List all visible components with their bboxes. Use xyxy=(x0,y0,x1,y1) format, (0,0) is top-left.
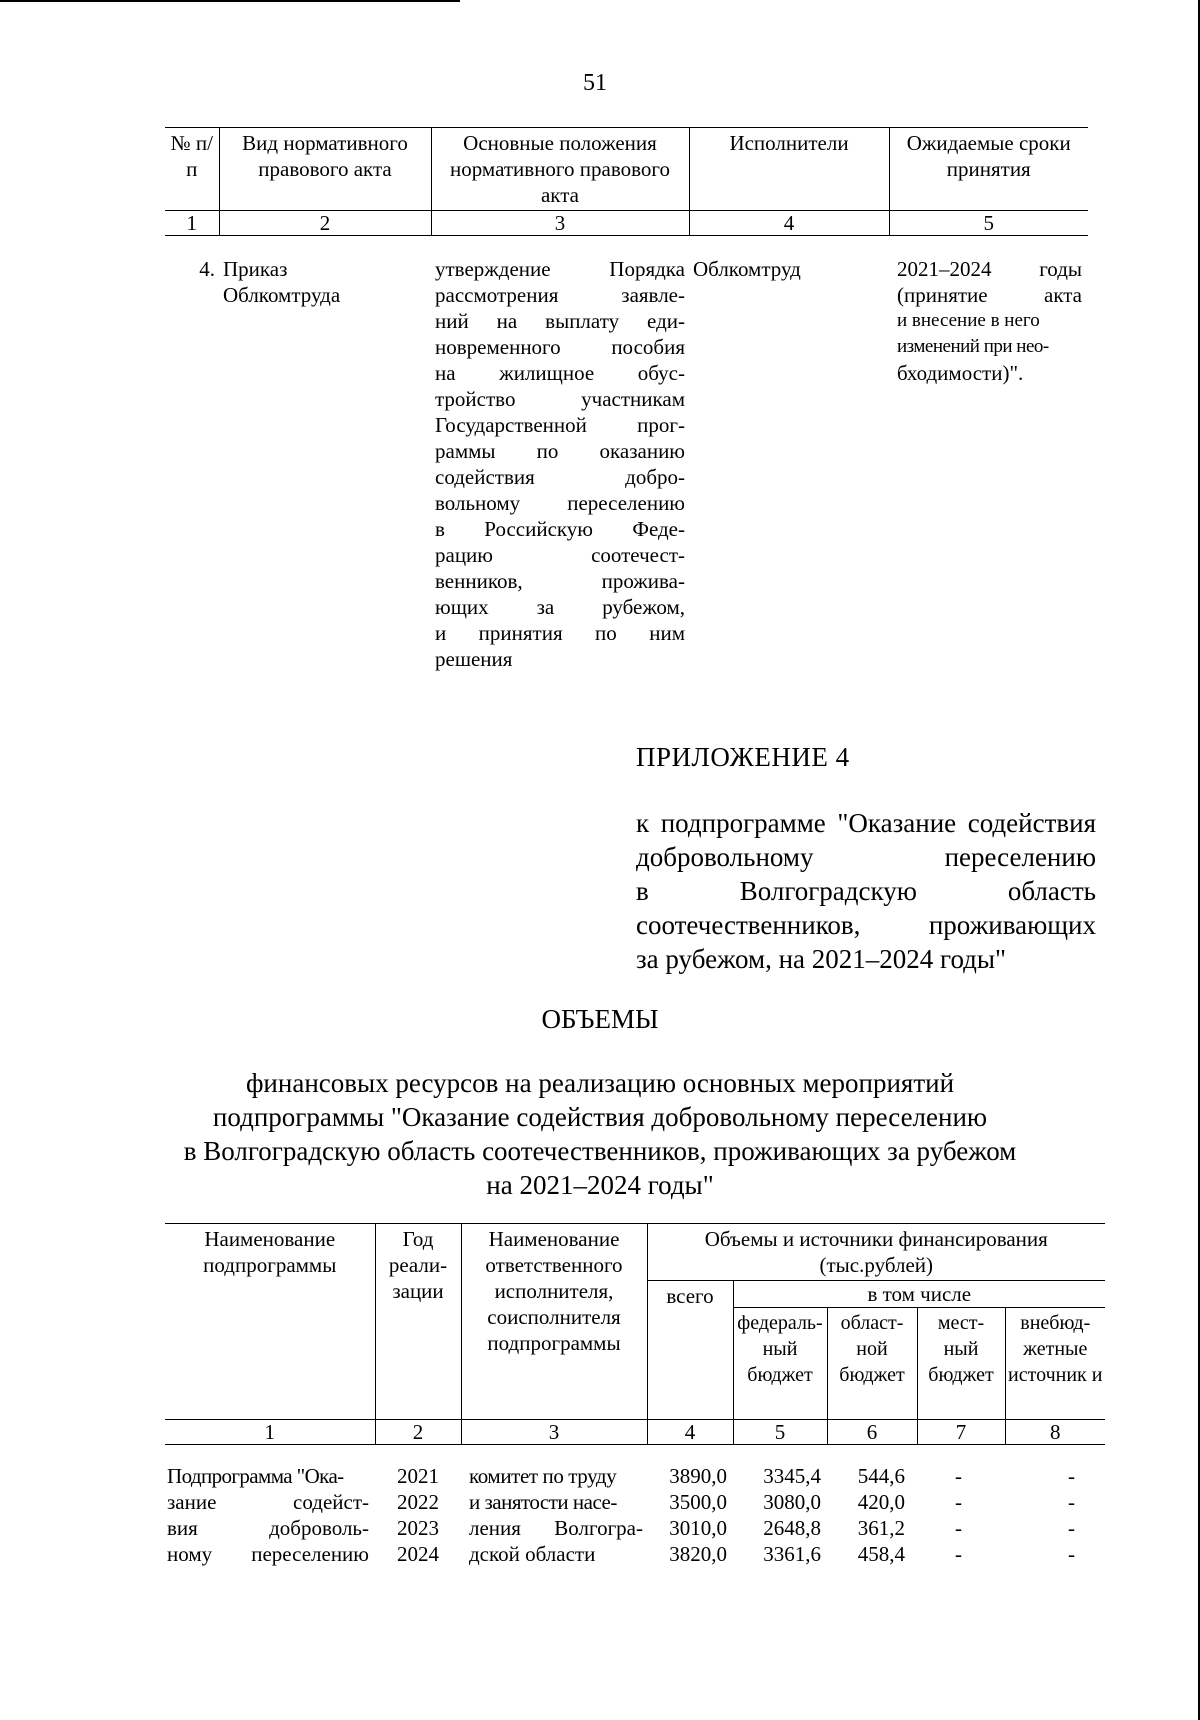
act-type-cell xyxy=(219,236,431,675)
regional-value: 458,4 xyxy=(857,1542,905,1566)
total-value: 3010,0 xyxy=(669,1516,727,1540)
header-year: Год реали- зации xyxy=(375,1224,461,1420)
executor-cell: Облкомтруд xyxy=(693,257,801,281)
text-line: за рубежом, на 2021–2024 годы" xyxy=(636,944,1007,974)
text-line: тройство участникам xyxy=(435,387,685,411)
total-cell xyxy=(647,1445,733,1569)
text-line: изменений при нео- xyxy=(897,336,1049,357)
col-number: 4 xyxy=(689,211,889,236)
header-total: всего xyxy=(647,1281,733,1420)
text-line: на 2021–2024 годы" xyxy=(486,1170,714,1200)
text-line: в Волгоградскую область xyxy=(636,876,1096,906)
local-cell xyxy=(917,1445,1005,1569)
header-regional: област- ной бюджет xyxy=(827,1308,917,1420)
col-number: 3 xyxy=(461,1420,647,1445)
text-line: новременного пособия xyxy=(435,335,685,359)
header-local: мест- ный бюджет xyxy=(917,1308,1005,1420)
text-line: в Российскую Феде- xyxy=(435,517,685,541)
federal-value: 3345,4 xyxy=(763,1464,821,1488)
text-line: и внесение в него xyxy=(897,310,1040,331)
text-line: подпрограммы "Оказание содействия добровольному переселению xyxy=(212,1102,988,1132)
header-executor: Наименование ответственного исполнителя, соисполнителя подпрограммы xyxy=(461,1224,647,1420)
text-line: зание содейст- xyxy=(167,1490,369,1514)
text-line: соотечественников, проживающих xyxy=(636,910,1096,940)
subprogram-name-cell xyxy=(165,1445,375,1569)
text-line: и принятия по ним xyxy=(435,621,685,645)
text-line: добровольному переселению xyxy=(636,842,1096,872)
year-value: 2021 xyxy=(397,1464,439,1488)
page-number: 51 xyxy=(583,70,607,96)
local-value: - xyxy=(955,1490,962,1514)
header-num: № п/п xyxy=(165,128,219,211)
col-number: 6 xyxy=(827,1420,917,1445)
row-number: 4. xyxy=(199,257,215,281)
document-subtitle xyxy=(150,1066,1050,1202)
text-line: бходимости)". xyxy=(897,361,1024,385)
table1-header-row xyxy=(165,128,1088,211)
text-line: комитет по труду xyxy=(469,1464,617,1488)
text-line: и занятости насе- xyxy=(469,1490,617,1514)
text-line: (принятие акта xyxy=(897,283,1082,307)
federal-value: 3080,0 xyxy=(763,1490,821,1514)
total-value: 3820,0 xyxy=(669,1542,727,1566)
col-number: 5 xyxy=(733,1420,827,1445)
text-line: финансовых ресурсов на реализацию основных мероприятий xyxy=(245,1068,955,1098)
text-line: ющих за рубежом, xyxy=(435,595,685,619)
local-value: - xyxy=(955,1516,962,1540)
text-line: Облкомтруда xyxy=(223,283,341,307)
header-terms: Ожидаемые сроки принятия xyxy=(889,128,1088,211)
year-value: 2024 xyxy=(397,1542,439,1566)
text-line: к подпрограмме "Оказание содействия xyxy=(636,808,1096,838)
col-number: 1 xyxy=(165,1420,375,1445)
text-line: рассмотрения заявле- xyxy=(435,283,685,307)
header-volumes: Объемы и источники финансирования (тыс.рублей) xyxy=(647,1224,1105,1281)
text-line: 2021–2024 годы xyxy=(897,257,1082,281)
header-including: в том числе xyxy=(733,1281,1105,1308)
executor-cell xyxy=(461,1445,647,1569)
col-number: 2 xyxy=(219,211,431,236)
header-federal: федераль- ный бюджет xyxy=(733,1308,827,1420)
header-subprogram: Наименование подпрограммы xyxy=(165,1224,375,1420)
text-line: рацию соотечест- xyxy=(435,543,685,567)
document-title: ОБЪЕМЫ xyxy=(541,1004,659,1034)
text-line: Подпрограмма "Ока- xyxy=(167,1464,344,1488)
regional-value: 420,0 xyxy=(857,1490,905,1514)
extra-value: - xyxy=(1068,1490,1076,1514)
table2-column-numbers xyxy=(165,1420,1105,1445)
total-value: 3890,0 xyxy=(669,1464,727,1488)
federal-value: 2648,8 xyxy=(763,1516,821,1540)
text-line: содействия добро- xyxy=(435,465,685,489)
text-line: венников, прожива- xyxy=(435,569,685,593)
col-number: 3 xyxy=(431,211,689,236)
col-number: 1 xyxy=(165,211,219,236)
regional-cell xyxy=(827,1445,917,1569)
extra-cell xyxy=(1005,1445,1105,1569)
regional-value: 544,6 xyxy=(857,1464,905,1488)
extra-value: - xyxy=(1068,1464,1076,1488)
appendix-title: ПРИЛОЖЕНИЕ 4 xyxy=(636,742,850,772)
col-number: 4 xyxy=(647,1420,733,1445)
text-line: дской области xyxy=(469,1542,596,1566)
text-line: ний на выплату еди- xyxy=(435,309,685,333)
financing-table xyxy=(165,1223,1105,1568)
table-row xyxy=(165,1445,1105,1569)
year-value: 2023 xyxy=(397,1516,439,1540)
text-line: решения xyxy=(435,647,513,671)
col-number: 8 xyxy=(1005,1420,1105,1445)
text-line: Приказ xyxy=(223,257,288,281)
text-line: раммы по оказанию xyxy=(435,439,685,463)
text-line: вольному переселению xyxy=(435,491,685,515)
local-value: - xyxy=(955,1464,962,1488)
extra-value: - xyxy=(1068,1542,1076,1566)
regional-value: 361,2 xyxy=(857,1516,905,1540)
year-value: 2022 xyxy=(397,1490,439,1514)
text-line: утверждение Порядка xyxy=(435,257,685,281)
federal-cell xyxy=(733,1445,827,1569)
table-row xyxy=(165,236,1088,675)
appendix-reference xyxy=(636,806,1096,976)
extra-value: - xyxy=(1068,1516,1076,1540)
col-number: 5 xyxy=(889,211,1088,236)
text-line: ному переселению xyxy=(167,1542,369,1566)
table1-column-numbers xyxy=(165,211,1088,236)
header-extra: внебюд- жетные источник и xyxy=(1005,1308,1105,1420)
table2-header-row xyxy=(165,1224,1105,1281)
col-number: 7 xyxy=(917,1420,1005,1445)
text-line: Государственной прог- xyxy=(435,413,685,437)
provisions-cell xyxy=(431,236,689,675)
header-provisions: Основные положения нормативного правового акта xyxy=(431,128,689,211)
header-type: Вид нормативного правового акта xyxy=(219,128,431,211)
text-line: ления Волгогра- xyxy=(469,1516,643,1540)
federal-value: 3361,6 xyxy=(763,1542,821,1566)
normative-acts-table xyxy=(165,127,1088,674)
top-edge-line xyxy=(0,0,460,2)
text-line: вия доброволь- xyxy=(167,1516,369,1540)
col-number: 2 xyxy=(375,1420,461,1445)
header-executors: Исполнители xyxy=(689,128,889,211)
year-cell xyxy=(375,1445,461,1569)
text-line: на жилищное обус- xyxy=(435,361,685,385)
terms-cell xyxy=(889,236,1088,675)
local-value: - xyxy=(955,1542,962,1566)
total-value: 3500,0 xyxy=(669,1490,727,1514)
text-line: в Волгоградскую область соотечественников, проживающих за рубежом xyxy=(183,1136,1017,1166)
